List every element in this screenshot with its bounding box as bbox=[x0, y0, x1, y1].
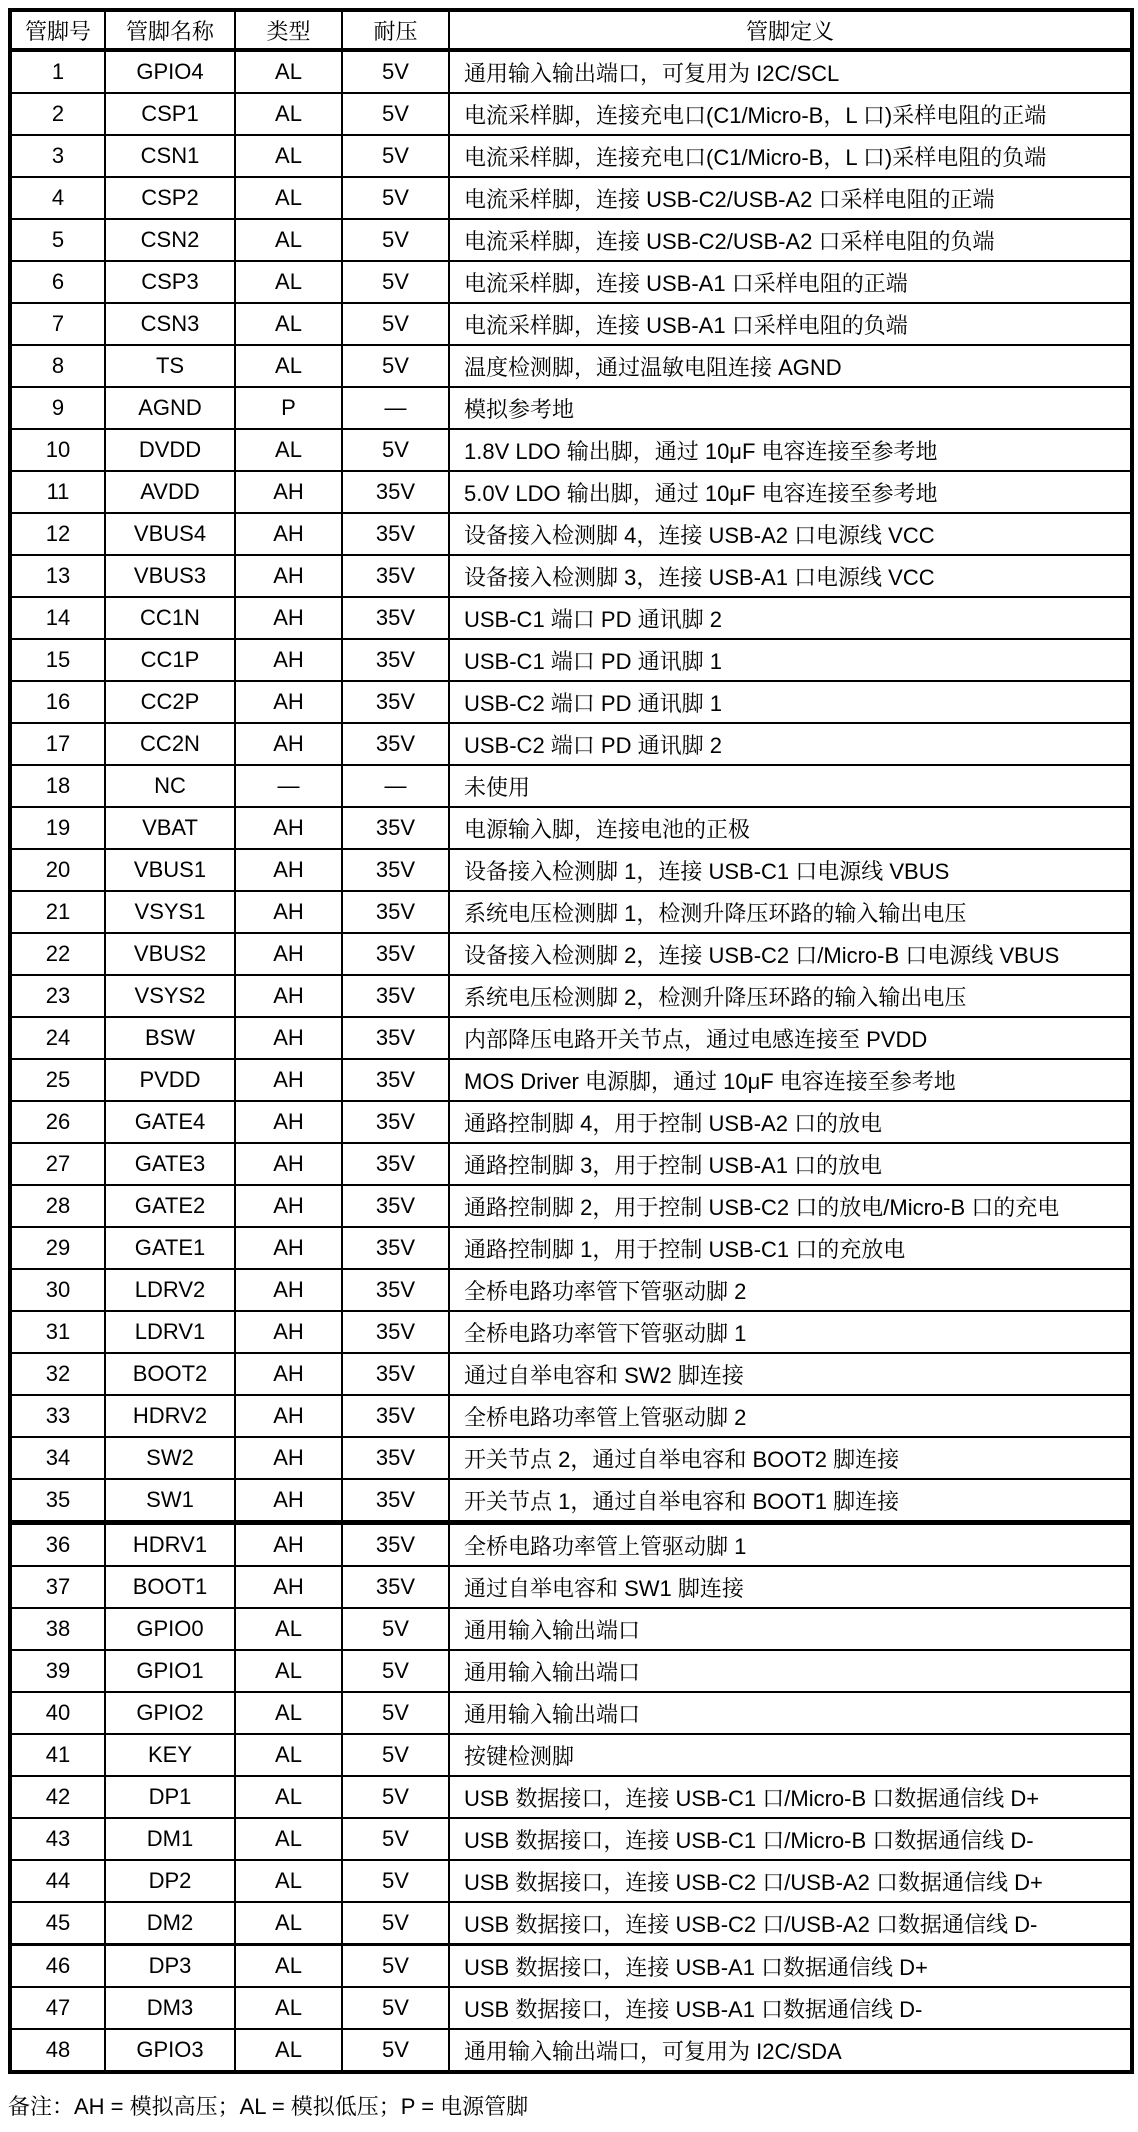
pin-name-cell: CSN1 bbox=[105, 135, 235, 177]
pin-number-cell: 20 bbox=[10, 849, 105, 891]
pin-number-cell: 43 bbox=[10, 1818, 105, 1860]
pin-row bbox=[10, 177, 1132, 219]
pin-name-cell: CSN2 bbox=[105, 219, 235, 261]
pin-definition-cell: 通路控制脚 1，用于控制 USB-C1 口的充放电 bbox=[449, 1227, 1132, 1269]
pin-row bbox=[10, 1860, 1132, 1902]
column-header-pin-definition: 管脚定义 bbox=[449, 10, 1132, 50]
pin-name-cell: SW2 bbox=[105, 1437, 235, 1479]
pin-type-cell: AL bbox=[235, 1860, 342, 1902]
pin-row bbox=[10, 1987, 1132, 2029]
pin-name-cell: VBUS2 bbox=[105, 933, 235, 975]
pin-voltage-cell: 5V bbox=[342, 303, 449, 345]
pin-number-cell: 21 bbox=[10, 891, 105, 933]
pin-row bbox=[10, 1059, 1132, 1101]
pin-row bbox=[10, 597, 1132, 639]
pin-row bbox=[10, 849, 1132, 891]
pin-name-cell: GATE3 bbox=[105, 1143, 235, 1185]
pin-name-cell: VBUS3 bbox=[105, 555, 235, 597]
pin-definition-cell: 内部降压电路开关节点，通过电感连接至 PVDD bbox=[449, 1017, 1132, 1059]
pin-number-cell: 5 bbox=[10, 219, 105, 261]
pin-voltage-cell: 35V bbox=[342, 1143, 449, 1185]
pin-definition-cell: 电源输入脚，连接电池的正极 bbox=[449, 807, 1132, 849]
pin-name-cell: NC bbox=[105, 765, 235, 807]
pin-definition-cell: 通过自举电容和 SW1 脚连接 bbox=[449, 1566, 1132, 1608]
pin-definition-cell: 通过自举电容和 SW2 脚连接 bbox=[449, 1353, 1132, 1395]
pin-definition-cell: USB 数据接口，连接 USB-A1 口数据通信线 D- bbox=[449, 1987, 1132, 2029]
pin-name-cell: CC2N bbox=[105, 723, 235, 765]
pin-row bbox=[10, 1437, 1132, 1479]
pin-number-cell: 41 bbox=[10, 1734, 105, 1776]
pin-type-cell: AL bbox=[235, 50, 342, 93]
pin-type-cell: AL bbox=[235, 1608, 342, 1650]
pin-type-cell: AH bbox=[235, 975, 342, 1017]
pin-type-cell: AL bbox=[235, 219, 342, 261]
pin-type-cell: AL bbox=[235, 2029, 342, 2072]
pin-row bbox=[10, 681, 1132, 723]
pin-row bbox=[10, 1608, 1132, 1650]
column-header-pin-type: 类型 bbox=[235, 10, 342, 50]
pin-row bbox=[10, 513, 1132, 555]
pin-definition-cell: 系统电压检测脚 1，检测升降压环路的输入输出电压 bbox=[449, 891, 1132, 933]
pin-voltage-cell: 35V bbox=[342, 1269, 449, 1311]
pin-row bbox=[10, 1945, 1132, 1988]
pin-row bbox=[10, 1395, 1132, 1437]
pin-name-cell: CC1N bbox=[105, 597, 235, 639]
pin-voltage-cell: 35V bbox=[342, 975, 449, 1017]
pin-definition-cell: USB-C2 端口 PD 通讯脚 1 bbox=[449, 681, 1132, 723]
pin-row bbox=[10, 1818, 1132, 1860]
pin-type-cell: AL bbox=[235, 1776, 342, 1818]
pin-number-cell: 48 bbox=[10, 2029, 105, 2072]
pin-type-cell: AL bbox=[235, 177, 342, 219]
column-header-pin-name: 管脚名称 bbox=[105, 10, 235, 50]
pin-definition-cell: 通路控制脚 3，用于控制 USB-A1 口的放电 bbox=[449, 1143, 1132, 1185]
pin-definition-cell: USB-C1 端口 PD 通讯脚 2 bbox=[449, 597, 1132, 639]
pin-type-cell: AL bbox=[235, 1650, 342, 1692]
pin-name-cell: DVDD bbox=[105, 429, 235, 471]
pin-row bbox=[10, 1269, 1132, 1311]
pin-row bbox=[10, 429, 1132, 471]
pin-type-cell: AL bbox=[235, 93, 342, 135]
pin-voltage-cell: 5V bbox=[342, 219, 449, 261]
pin-number-cell: 31 bbox=[10, 1311, 105, 1353]
pin-type-cell: AH bbox=[235, 639, 342, 681]
pin-voltage-cell: 35V bbox=[342, 1017, 449, 1059]
pin-name-cell: GPIO1 bbox=[105, 1650, 235, 1692]
pin-definition-cell: USB 数据接口，连接 USB-C2 口/USB-A2 口数据通信线 D- bbox=[449, 1902, 1132, 1945]
pin-definition-cell: 设备接入检测脚 2，连接 USB-C2 口/Micro-B 口电源线 VBUS bbox=[449, 933, 1132, 975]
pin-name-cell: PVDD bbox=[105, 1059, 235, 1101]
pin-name-cell: DP3 bbox=[105, 1945, 235, 1988]
pin-voltage-cell: 5V bbox=[342, 429, 449, 471]
pin-number-cell: 17 bbox=[10, 723, 105, 765]
pin-type-cell: AH bbox=[235, 1101, 342, 1143]
pin-voltage-cell: 5V bbox=[342, 1650, 449, 1692]
pin-definition-cell: 通路控制脚 2，用于控制 USB-C2 口的放电/Micro-B 口的充电 bbox=[449, 1185, 1132, 1227]
pin-voltage-cell: 35V bbox=[342, 1353, 449, 1395]
pin-number-cell: 12 bbox=[10, 513, 105, 555]
pin-name-cell: GPIO0 bbox=[105, 1608, 235, 1650]
pin-name-cell: GATE4 bbox=[105, 1101, 235, 1143]
pin-number-cell: 11 bbox=[10, 471, 105, 513]
pin-definition-cell: USB 数据接口，连接 USB-C1 口/Micro-B 口数据通信线 D+ bbox=[449, 1776, 1132, 1818]
pin-voltage-cell: 5V bbox=[342, 1776, 449, 1818]
pin-definition-cell: 全桥电路功率管下管驱动脚 2 bbox=[449, 1269, 1132, 1311]
pin-number-cell: 26 bbox=[10, 1101, 105, 1143]
datasheet-page bbox=[8, 8, 1130, 2121]
pin-type-cell: AH bbox=[235, 597, 342, 639]
pin-definition-cell: USB-C2 端口 PD 通讯脚 2 bbox=[449, 723, 1132, 765]
pin-voltage-cell: 5V bbox=[342, 135, 449, 177]
pin-definition-cell: 电流采样脚，连接 USB-A1 口采样电阻的正端 bbox=[449, 261, 1132, 303]
pin-type-cell: AH bbox=[235, 1437, 342, 1479]
pin-row bbox=[10, 765, 1132, 807]
pin-row bbox=[10, 891, 1132, 933]
pin-name-cell: GATE2 bbox=[105, 1185, 235, 1227]
pin-row bbox=[10, 261, 1132, 303]
pin-number-cell: 13 bbox=[10, 555, 105, 597]
pin-row bbox=[10, 2029, 1132, 2072]
pin-number-cell: 18 bbox=[10, 765, 105, 807]
pin-voltage-cell: 5V bbox=[342, 50, 449, 93]
pin-number-cell: 14 bbox=[10, 597, 105, 639]
pin-type-cell: AL bbox=[235, 261, 342, 303]
pin-definition-cell: 全桥电路功率管上管驱动脚 2 bbox=[449, 1395, 1132, 1437]
pin-number-cell: 47 bbox=[10, 1987, 105, 2029]
pin-voltage-cell: — bbox=[342, 387, 449, 429]
pin-number-cell: 2 bbox=[10, 93, 105, 135]
pin-type-cell: AH bbox=[235, 1059, 342, 1101]
pin-type-cell: AH bbox=[235, 1143, 342, 1185]
pin-table-body bbox=[10, 50, 1132, 2072]
pin-row bbox=[10, 50, 1132, 93]
pin-row bbox=[10, 1902, 1132, 1945]
pin-number-cell: 39 bbox=[10, 1650, 105, 1692]
pin-definition-cell: 全桥电路功率管上管驱动脚 1 bbox=[449, 1523, 1132, 1567]
pin-row bbox=[10, 1692, 1132, 1734]
pin-name-cell: DM2 bbox=[105, 1902, 235, 1945]
pin-definition-cell: 全桥电路功率管下管驱动脚 1 bbox=[449, 1311, 1132, 1353]
pin-type-cell: AH bbox=[235, 1311, 342, 1353]
pin-row bbox=[10, 135, 1132, 177]
pin-type-cell: AL bbox=[235, 345, 342, 387]
pin-definition-cell: USB 数据接口，连接 USB-C2 口/USB-A2 口数据通信线 D+ bbox=[449, 1860, 1132, 1902]
pin-row bbox=[10, 387, 1132, 429]
pin-row bbox=[10, 219, 1132, 261]
pin-voltage-cell: 35V bbox=[342, 1437, 449, 1479]
pin-number-cell: 4 bbox=[10, 177, 105, 219]
pin-name-cell: SW1 bbox=[105, 1479, 235, 1523]
pin-definition-cell: 通用输入输出端口 bbox=[449, 1692, 1132, 1734]
pin-type-cell: AH bbox=[235, 513, 342, 555]
pin-number-cell: 23 bbox=[10, 975, 105, 1017]
pin-row bbox=[10, 93, 1132, 135]
pin-definition-cell: 开关节点 1，通过自举电容和 BOOT1 脚连接 bbox=[449, 1479, 1132, 1523]
pin-number-cell: 34 bbox=[10, 1437, 105, 1479]
pin-voltage-cell: 35V bbox=[342, 1395, 449, 1437]
pin-type-cell: AH bbox=[235, 1523, 342, 1567]
pin-type-cell: AL bbox=[235, 303, 342, 345]
pin-voltage-cell: 35V bbox=[342, 555, 449, 597]
pin-type-cell: AH bbox=[235, 1479, 342, 1523]
footnote-legend: 备注：AH = 模拟高压；AL = 模拟低压；P = 电源管脚 bbox=[8, 2094, 529, 2119]
pin-number-cell: 36 bbox=[10, 1523, 105, 1567]
pin-number-cell: 27 bbox=[10, 1143, 105, 1185]
pin-row bbox=[10, 933, 1132, 975]
pin-name-cell: HDRV1 bbox=[105, 1523, 235, 1567]
pin-number-cell: 29 bbox=[10, 1227, 105, 1269]
pin-definition-cell: 电流采样脚，连接 USB-C2/USB-A2 口采样电阻的负端 bbox=[449, 219, 1132, 261]
pin-name-cell: DP2 bbox=[105, 1860, 235, 1902]
pin-voltage-cell: 5V bbox=[342, 177, 449, 219]
pin-number-cell: 19 bbox=[10, 807, 105, 849]
pin-voltage-cell: 35V bbox=[342, 891, 449, 933]
pin-name-cell: CSP3 bbox=[105, 261, 235, 303]
pin-number-cell: 38 bbox=[10, 1608, 105, 1650]
pin-name-cell: KEY bbox=[105, 1734, 235, 1776]
pin-name-cell: BOOT2 bbox=[105, 1353, 235, 1395]
pin-name-cell: GPIO2 bbox=[105, 1692, 235, 1734]
pin-name-cell: CSP2 bbox=[105, 177, 235, 219]
pin-voltage-cell: 5V bbox=[342, 1945, 449, 1988]
pin-number-cell: 44 bbox=[10, 1860, 105, 1902]
pin-voltage-cell: 5V bbox=[342, 1902, 449, 1945]
pin-voltage-cell: 35V bbox=[342, 1566, 449, 1608]
pin-voltage-cell: 5V bbox=[342, 1608, 449, 1650]
pin-definition-cell: 设备接入检测脚 1，连接 USB-C1 口电源线 VBUS bbox=[449, 849, 1132, 891]
pin-name-cell: DM1 bbox=[105, 1818, 235, 1860]
pin-type-cell: AL bbox=[235, 1902, 342, 1945]
pin-type-cell: AL bbox=[235, 1945, 342, 1988]
pin-voltage-cell: 35V bbox=[342, 1227, 449, 1269]
pin-type-cell: AL bbox=[235, 1734, 342, 1776]
pin-voltage-cell: 35V bbox=[342, 1101, 449, 1143]
pin-type-cell: AL bbox=[235, 135, 342, 177]
pin-voltage-cell: 35V bbox=[342, 1311, 449, 1353]
pin-voltage-cell: 35V bbox=[342, 1479, 449, 1523]
pin-number-cell: 6 bbox=[10, 261, 105, 303]
pin-definition-cell: 温度检测脚，通过温敏电阻连接 AGND bbox=[449, 345, 1132, 387]
pin-definition-cell: USB-C1 端口 PD 通讯脚 1 bbox=[449, 639, 1132, 681]
pin-row bbox=[10, 1566, 1132, 1608]
pin-row bbox=[10, 345, 1132, 387]
pin-definition-cell: 开关节点 2，通过自举电容和 BOOT2 脚连接 bbox=[449, 1437, 1132, 1479]
pin-voltage-cell: 35V bbox=[342, 681, 449, 723]
pin-row bbox=[10, 723, 1132, 765]
pin-type-cell: AH bbox=[235, 849, 342, 891]
pin-voltage-cell: 35V bbox=[342, 807, 449, 849]
pin-row bbox=[10, 471, 1132, 513]
pin-row bbox=[10, 1185, 1132, 1227]
pin-row bbox=[10, 1479, 1132, 1523]
pin-type-cell: AL bbox=[235, 1987, 342, 2029]
pin-row bbox=[10, 639, 1132, 681]
pin-row bbox=[10, 807, 1132, 849]
pin-name-cell: CC2P bbox=[105, 681, 235, 723]
pin-row bbox=[10, 1776, 1132, 1818]
column-header-pin-number: 管脚号 bbox=[10, 10, 105, 50]
pin-name-cell: LDRV1 bbox=[105, 1311, 235, 1353]
pin-number-cell: 24 bbox=[10, 1017, 105, 1059]
pin-type-cell: AH bbox=[235, 1017, 342, 1059]
pin-number-cell: 28 bbox=[10, 1185, 105, 1227]
pin-row bbox=[10, 1734, 1132, 1776]
pin-number-cell: 46 bbox=[10, 1945, 105, 1988]
pin-row bbox=[10, 1650, 1132, 1692]
pin-definition-cell: 未使用 bbox=[449, 765, 1132, 807]
pin-voltage-cell: 35V bbox=[342, 471, 449, 513]
pin-definition-cell: 电流采样脚，连接 USB-A1 口采样电阻的负端 bbox=[449, 303, 1132, 345]
pin-name-cell: CSN3 bbox=[105, 303, 235, 345]
pin-name-cell: DM3 bbox=[105, 1987, 235, 2029]
pin-definition-cell: 电流采样脚，连接 USB-C2/USB-A2 口采样电阻的正端 bbox=[449, 177, 1132, 219]
pin-number-cell: 22 bbox=[10, 933, 105, 975]
pin-definition-cell: 电流采样脚，连接充电口(C1/Micro-B，L 口)采样电阻的负端 bbox=[449, 135, 1132, 177]
pin-type-cell: AL bbox=[235, 1818, 342, 1860]
pin-definition-cell: 通用输入输出端口，可复用为 I2C/SDA bbox=[449, 2029, 1132, 2072]
pin-definition-cell: 通用输入输出端口 bbox=[449, 1650, 1132, 1692]
pin-row bbox=[10, 1523, 1132, 1567]
pin-row bbox=[10, 1017, 1132, 1059]
pin-type-cell: AH bbox=[235, 723, 342, 765]
pin-type-cell: AH bbox=[235, 681, 342, 723]
pin-definition-cell: 电流采样脚，连接充电口(C1/Micro-B，L 口)采样电阻的正端 bbox=[449, 93, 1132, 135]
pin-number-cell: 35 bbox=[10, 1479, 105, 1523]
pin-definition-cell: 1.8V LDO 输出脚，通过 10μF 电容连接至参考地 bbox=[449, 429, 1132, 471]
pin-type-cell: AH bbox=[235, 1566, 342, 1608]
pin-name-cell: HDRV2 bbox=[105, 1395, 235, 1437]
pin-voltage-cell: 5V bbox=[342, 261, 449, 303]
pin-name-cell: TS bbox=[105, 345, 235, 387]
pin-voltage-cell: 35V bbox=[342, 639, 449, 681]
pin-voltage-cell: 5V bbox=[342, 1692, 449, 1734]
pin-definition-cell: 设备接入检测脚 3，连接 USB-A1 口电源线 VCC bbox=[449, 555, 1132, 597]
pin-number-cell: 40 bbox=[10, 1692, 105, 1734]
pin-number-cell: 37 bbox=[10, 1566, 105, 1608]
pin-type-cell: AH bbox=[235, 933, 342, 975]
pin-row bbox=[10, 1143, 1132, 1185]
pin-number-cell: 16 bbox=[10, 681, 105, 723]
pin-type-cell: AL bbox=[235, 429, 342, 471]
pin-type-cell: — bbox=[235, 765, 342, 807]
pin-name-cell: GPIO4 bbox=[105, 50, 235, 93]
pin-type-cell: P bbox=[235, 387, 342, 429]
pin-name-cell: CC1P bbox=[105, 639, 235, 681]
pin-definition-cell: 通用输入输出端口，可复用为 I2C/SCL bbox=[449, 50, 1132, 93]
pin-voltage-cell: 35V bbox=[342, 597, 449, 639]
pin-number-cell: 1 bbox=[10, 50, 105, 93]
pin-definition-cell: USB 数据接口，连接 USB-C1 口/Micro-B 口数据通信线 D- bbox=[449, 1818, 1132, 1860]
pin-type-cell: AH bbox=[235, 1269, 342, 1311]
pin-row bbox=[10, 975, 1132, 1017]
pin-number-cell: 32 bbox=[10, 1353, 105, 1395]
pin-type-cell: AH bbox=[235, 1395, 342, 1437]
pin-definition-table bbox=[8, 8, 1134, 2074]
pin-type-cell: AH bbox=[235, 891, 342, 933]
pin-type-cell: AH bbox=[235, 1185, 342, 1227]
pin-number-cell: 9 bbox=[10, 387, 105, 429]
pin-number-cell: 45 bbox=[10, 1902, 105, 1945]
pin-row bbox=[10, 1311, 1132, 1353]
pin-number-cell: 10 bbox=[10, 429, 105, 471]
pin-number-cell: 25 bbox=[10, 1059, 105, 1101]
pin-name-cell: VSYS2 bbox=[105, 975, 235, 1017]
pin-row bbox=[10, 1101, 1132, 1143]
pin-name-cell: VBUS4 bbox=[105, 513, 235, 555]
pin-definition-cell: 设备接入检测脚 4，连接 USB-A2 口电源线 VCC bbox=[449, 513, 1132, 555]
pin-name-cell: GPIO3 bbox=[105, 2029, 235, 2072]
pin-type-cell: AH bbox=[235, 807, 342, 849]
pin-voltage-cell: 35V bbox=[342, 933, 449, 975]
pin-definition-cell: 系统电压检测脚 2，检测升降压环路的输入输出电压 bbox=[449, 975, 1132, 1017]
pin-row bbox=[10, 1227, 1132, 1269]
pin-type-cell: AH bbox=[235, 1227, 342, 1269]
pin-type-cell: AH bbox=[235, 471, 342, 513]
pin-type-cell: AH bbox=[235, 555, 342, 597]
pin-type-cell: AL bbox=[235, 1692, 342, 1734]
pin-name-cell: AVDD bbox=[105, 471, 235, 513]
pin-row bbox=[10, 303, 1132, 345]
pin-voltage-cell: 35V bbox=[342, 513, 449, 555]
pin-voltage-cell: 5V bbox=[342, 345, 449, 387]
pin-number-cell: 7 bbox=[10, 303, 105, 345]
pin-row bbox=[10, 1353, 1132, 1395]
pin-number-cell: 15 bbox=[10, 639, 105, 681]
pin-voltage-cell: 5V bbox=[342, 2029, 449, 2072]
pin-number-cell: 8 bbox=[10, 345, 105, 387]
pin-number-cell: 33 bbox=[10, 1395, 105, 1437]
pin-voltage-cell: 5V bbox=[342, 1734, 449, 1776]
table-header-row bbox=[10, 10, 1132, 50]
pin-definition-cell: USB 数据接口，连接 USB-A1 口数据通信线 D+ bbox=[449, 1945, 1132, 1988]
pin-name-cell: VBAT bbox=[105, 807, 235, 849]
pin-number-cell: 3 bbox=[10, 135, 105, 177]
pin-voltage-cell: — bbox=[342, 765, 449, 807]
pin-voltage-cell: 35V bbox=[342, 1523, 449, 1567]
pin-voltage-cell: 35V bbox=[342, 1185, 449, 1227]
pin-name-cell: BOOT1 bbox=[105, 1566, 235, 1608]
pin-name-cell: AGND bbox=[105, 387, 235, 429]
pin-voltage-cell: 35V bbox=[342, 849, 449, 891]
pin-number-cell: 30 bbox=[10, 1269, 105, 1311]
pin-voltage-cell: 5V bbox=[342, 93, 449, 135]
pin-type-cell: AH bbox=[235, 1353, 342, 1395]
pin-definition-cell: 通路控制脚 4，用于控制 USB-A2 口的放电 bbox=[449, 1101, 1132, 1143]
pin-name-cell: DP1 bbox=[105, 1776, 235, 1818]
pin-definition-cell: 模拟参考地 bbox=[449, 387, 1132, 429]
pin-voltage-cell: 5V bbox=[342, 1987, 449, 2029]
pin-definition-cell: MOS Driver 电源脚，通过 10μF 电容连接至参考地 bbox=[449, 1059, 1132, 1101]
pin-name-cell: VBUS1 bbox=[105, 849, 235, 891]
pin-definition-cell: 5.0V LDO 输出脚，通过 10μF 电容连接至参考地 bbox=[449, 471, 1132, 513]
pin-name-cell: CSP1 bbox=[105, 93, 235, 135]
pin-voltage-cell: 35V bbox=[342, 1059, 449, 1101]
pin-voltage-cell: 5V bbox=[342, 1818, 449, 1860]
pin-definition-cell: 按键检测脚 bbox=[449, 1734, 1132, 1776]
pin-definition-cell: 通用输入输出端口 bbox=[449, 1608, 1132, 1650]
column-header-pin-voltage: 耐压 bbox=[342, 10, 449, 50]
pin-voltage-cell: 5V bbox=[342, 1860, 449, 1902]
pin-name-cell: VSYS1 bbox=[105, 891, 235, 933]
pin-name-cell: GATE1 bbox=[105, 1227, 235, 1269]
pin-name-cell: LDRV2 bbox=[105, 1269, 235, 1311]
pin-number-cell: 42 bbox=[10, 1776, 105, 1818]
pin-voltage-cell: 35V bbox=[342, 723, 449, 765]
pin-row bbox=[10, 555, 1132, 597]
pin-name-cell: BSW bbox=[105, 1017, 235, 1059]
